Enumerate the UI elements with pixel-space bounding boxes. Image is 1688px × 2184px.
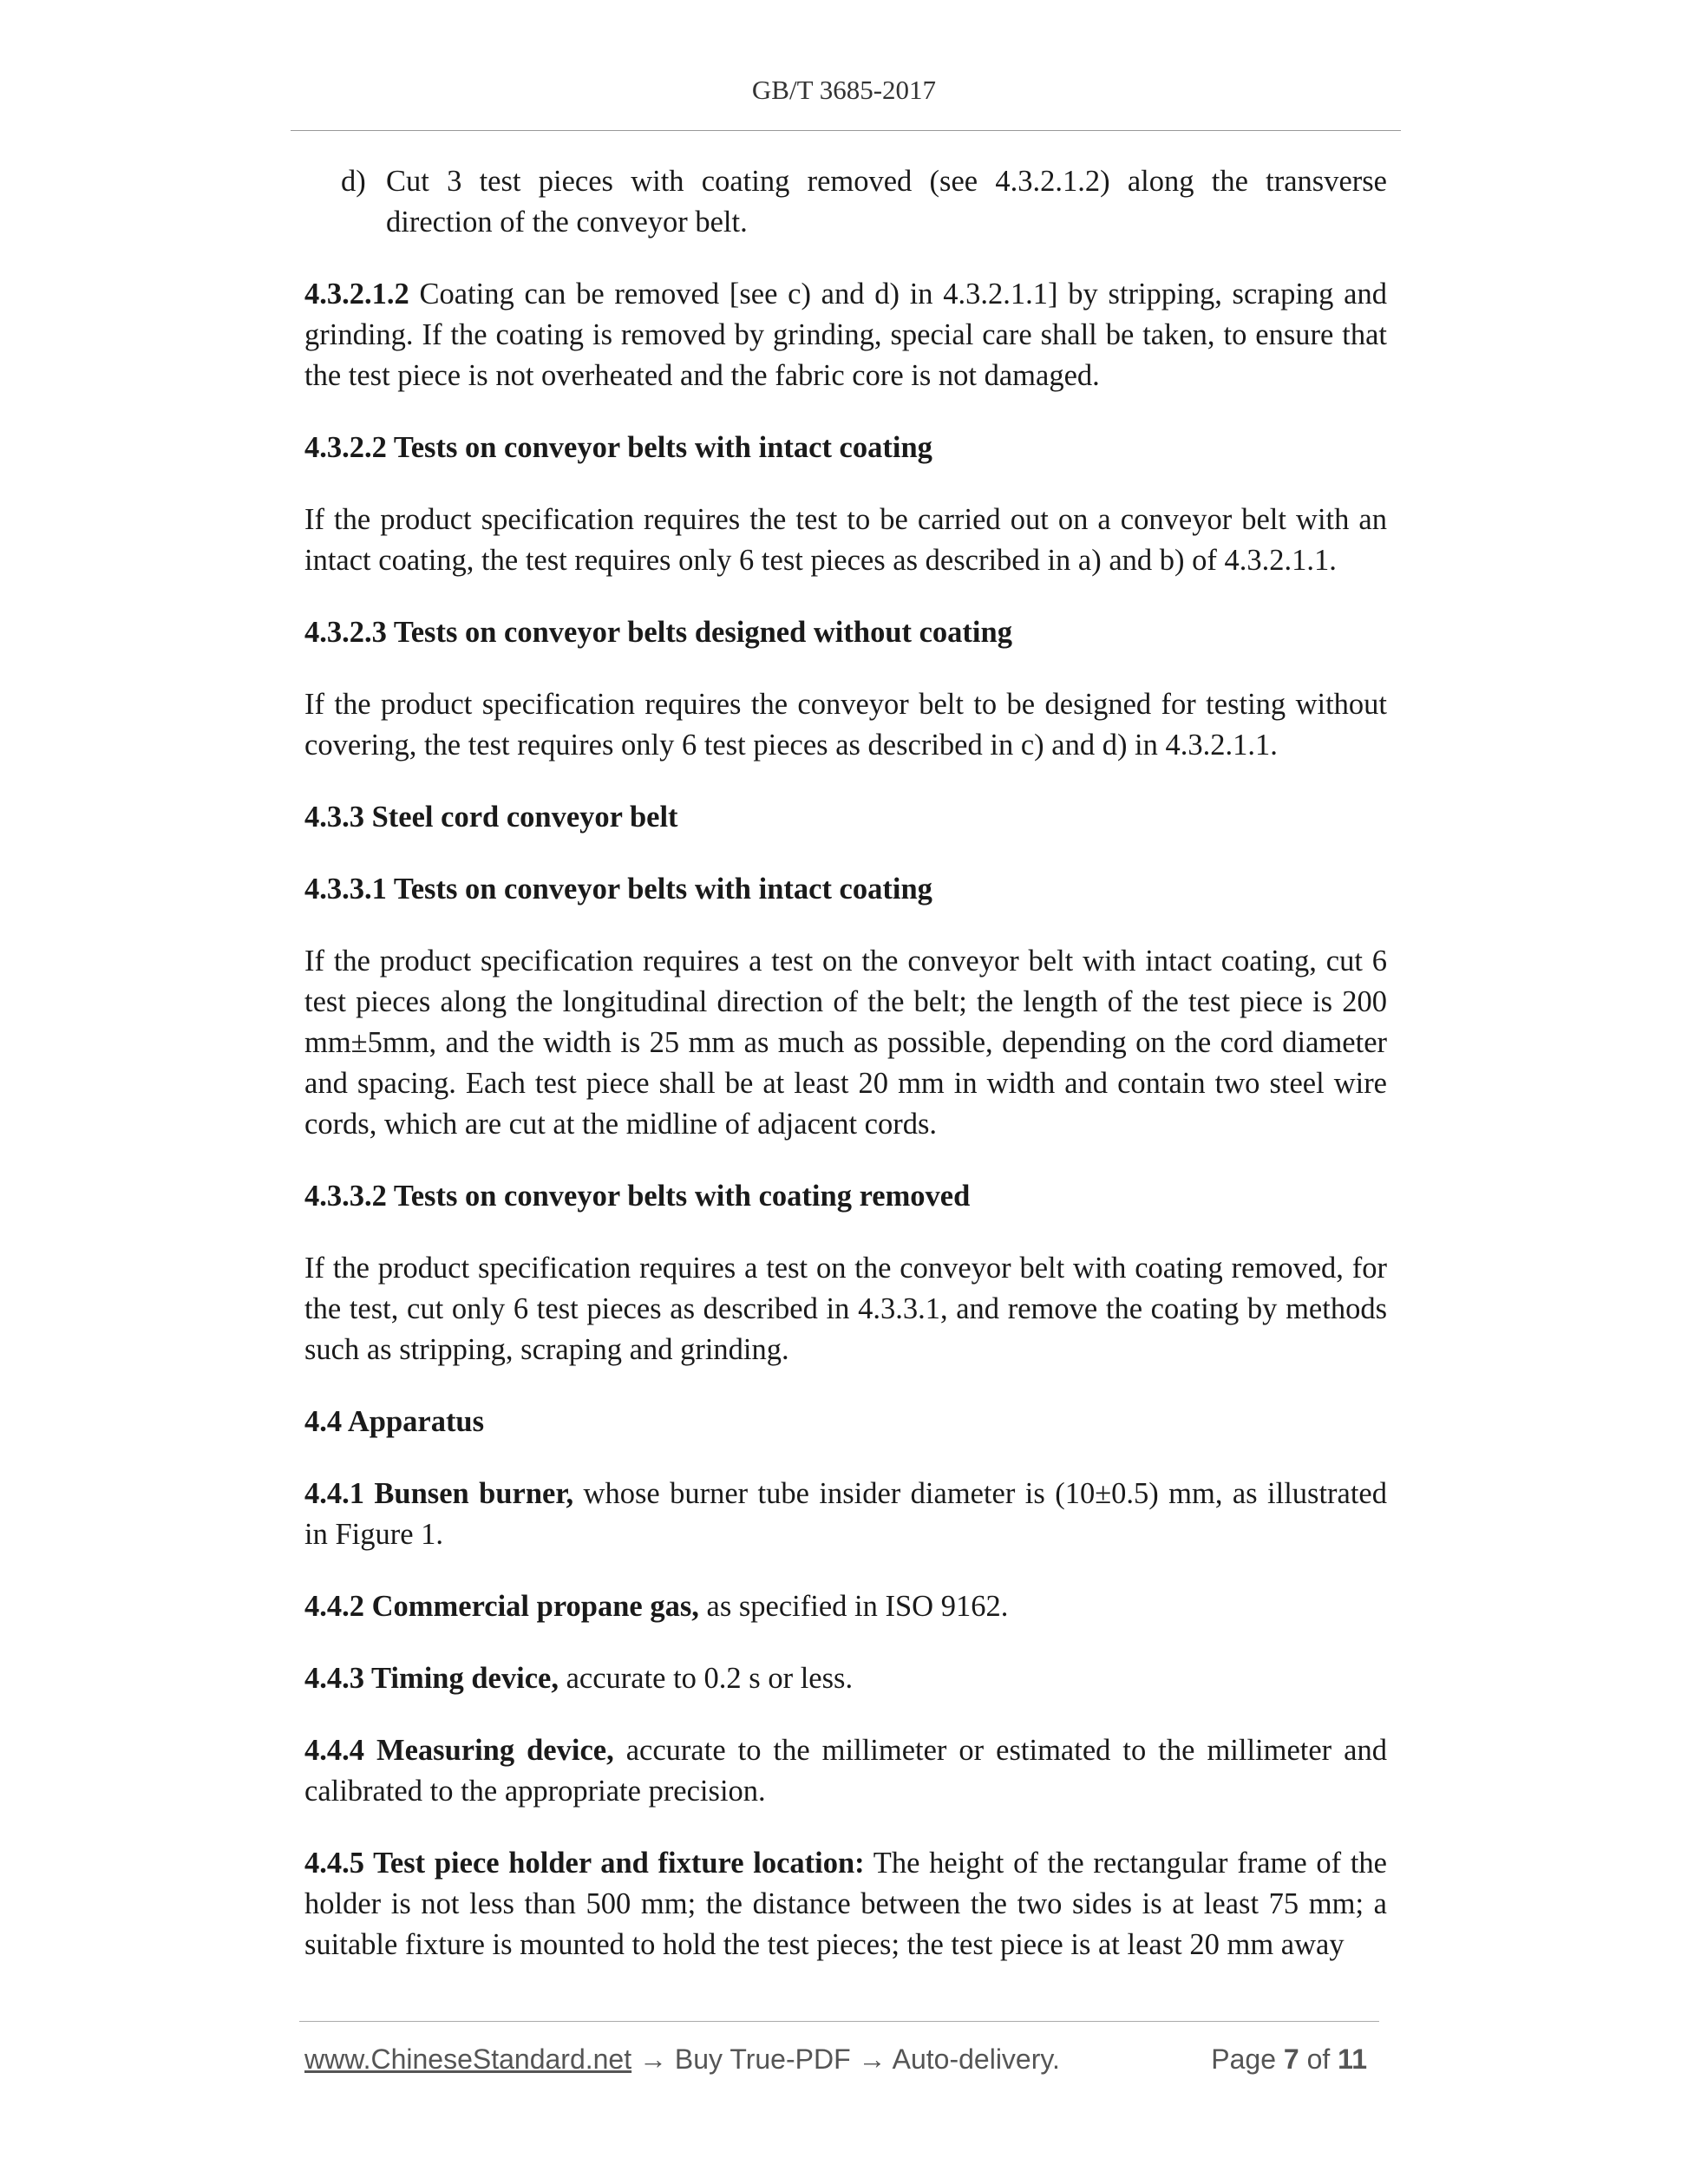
clause-number: 4.3.2.1.2 <box>304 278 409 311</box>
clause-text: Coating can be removed [see c) and d) in 4.3.2.1.1] by stripping, scraping and grinding. If the coating is removed by grinding, special care shall be taken, to ensure that the test piece is not overheated and the fabric core is not damaged. <box>304 278 1387 392</box>
document-header: GB/T 3685-2017 <box>751 75 937 105</box>
clause-text: whose burner tube insider diameter is (10±0.5) mm, as illustrated in Figure 1. <box>304 1477 1387 1551</box>
clause-text: The height of the rectangular frame of the holder is not less than 500 mm; the distance between the two sides is at least 75 mm; a suitable fixture is mounted to hold the test pieces; the test piece is at least 20 mm away <box>304 1847 1388 1961</box>
arrow-icon: → <box>631 2043 675 2075</box>
clause-term: 4.4.4 Measuring device, <box>304 1734 614 1767</box>
heading-4-3-2-3: 4.3.2.3 Tests on conveyor belts designed without coating <box>304 616 1012 649</box>
page-total: 11 <box>1338 2043 1367 2075</box>
clause-4-4-3 <box>304 1658 1387 1699</box>
clause-4-4-1 <box>304 1474 1387 1555</box>
website-link[interactable]: www.ChineseStandard.net <box>304 2043 632 2075</box>
page-number: 7 <box>1283 2043 1299 2075</box>
clause-text: accurate to the millimeter or estimated to the millimeter and calibrated to the appropriate precision. <box>304 1734 1387 1808</box>
page-footer <box>304 2043 1380 2082</box>
page-content <box>304 161 1387 1997</box>
footer-promo <box>304 2043 1060 2076</box>
clause-text: accurate to 0.2 s or less. <box>558 1662 854 1695</box>
heading-4-3-3-2: 4.3.3.2 Tests on conveyor belts with coating removed <box>304 1180 971 1213</box>
clause-term: 4.4.1 Bunsen burner, <box>304 1477 574 1510</box>
clause-term: 4.4.2 Commercial propane gas, <box>304 1590 699 1623</box>
list-marker: d) <box>341 165 366 198</box>
arrow-icon: → <box>850 2043 893 2075</box>
footer-divider <box>299 2021 1379 2022</box>
paragraph-4-3-3-1: If the product specification requires a test on the conveyor belt with intact coating, cut 6 test pieces along the longitudinal direction of the belt; the length of the test piece is 200 mm±5mm, and the width is 25 mm as much as possible, depending on the cord diameter and spacing. Each test piece shall be at least 20 mm in width and contain two steel wire cords, which are cut at the midline of adjacent cords. <box>304 945 1387 1141</box>
clause-4-4-2 <box>304 1586 1387 1627</box>
paragraph-4-3-2-2: If the product specification requires the test to be carried out on a conveyor belt with an intact coating, the test requires only 6 test pieces as described in a) and b) of 4.3.2.1.1. <box>304 503 1387 577</box>
heading-4-4: 4.4 Apparatus <box>304 1405 485 1438</box>
list-item-text: Cut 3 test pieces with coating removed (see 4.3.2.1.2) along the transverse direction of the conveyor belt. <box>386 165 1387 239</box>
clause-term: 4.4.3 Timing device, <box>304 1662 559 1695</box>
clause-text: as specified in ISO 9162. <box>698 1590 1009 1623</box>
buy-text: Buy True-PDF <box>674 2043 851 2075</box>
clause-4-3-2-1-2 <box>304 274 1387 396</box>
page-label: Page <box>1211 2043 1284 2075</box>
paragraph-4-3-2-3: If the product specification requires the conveyor belt to be designed for testing without covering, the test requires only 6 test pieces as described in c) and d) in 4.3.2.1.1. <box>304 688 1387 762</box>
heading-4-3-3-1: 4.3.3.1 Tests on conveyor belts with intact coating <box>304 873 932 906</box>
clause-4-4-5 <box>304 1843 1387 1965</box>
delivery-text: Auto-delivery. <box>892 2043 1060 2075</box>
page-indicator <box>1211 2043 1367 2076</box>
clause-term: 4.4.5 Test piece holder and fixture location: <box>304 1847 865 1880</box>
list-item-d <box>304 161 1387 243</box>
header-divider <box>291 130 1401 131</box>
of-label: of <box>1299 2043 1338 2075</box>
heading-4-3-2-2: 4.3.2.2 Tests on conveyor belts with intact coating <box>304 431 932 464</box>
heading-4-3-3: 4.3.3 Steel cord conveyor belt <box>304 801 678 834</box>
paragraph-4-3-3-2: If the product specification requires a test on the conveyor belt with coating removed, for the test, cut only 6 test pieces as described in 4.3.3.1, and remove the coating by methods such as stripping, scraping and grinding. <box>304 1252 1387 1366</box>
clause-4-4-4 <box>304 1730 1387 1812</box>
